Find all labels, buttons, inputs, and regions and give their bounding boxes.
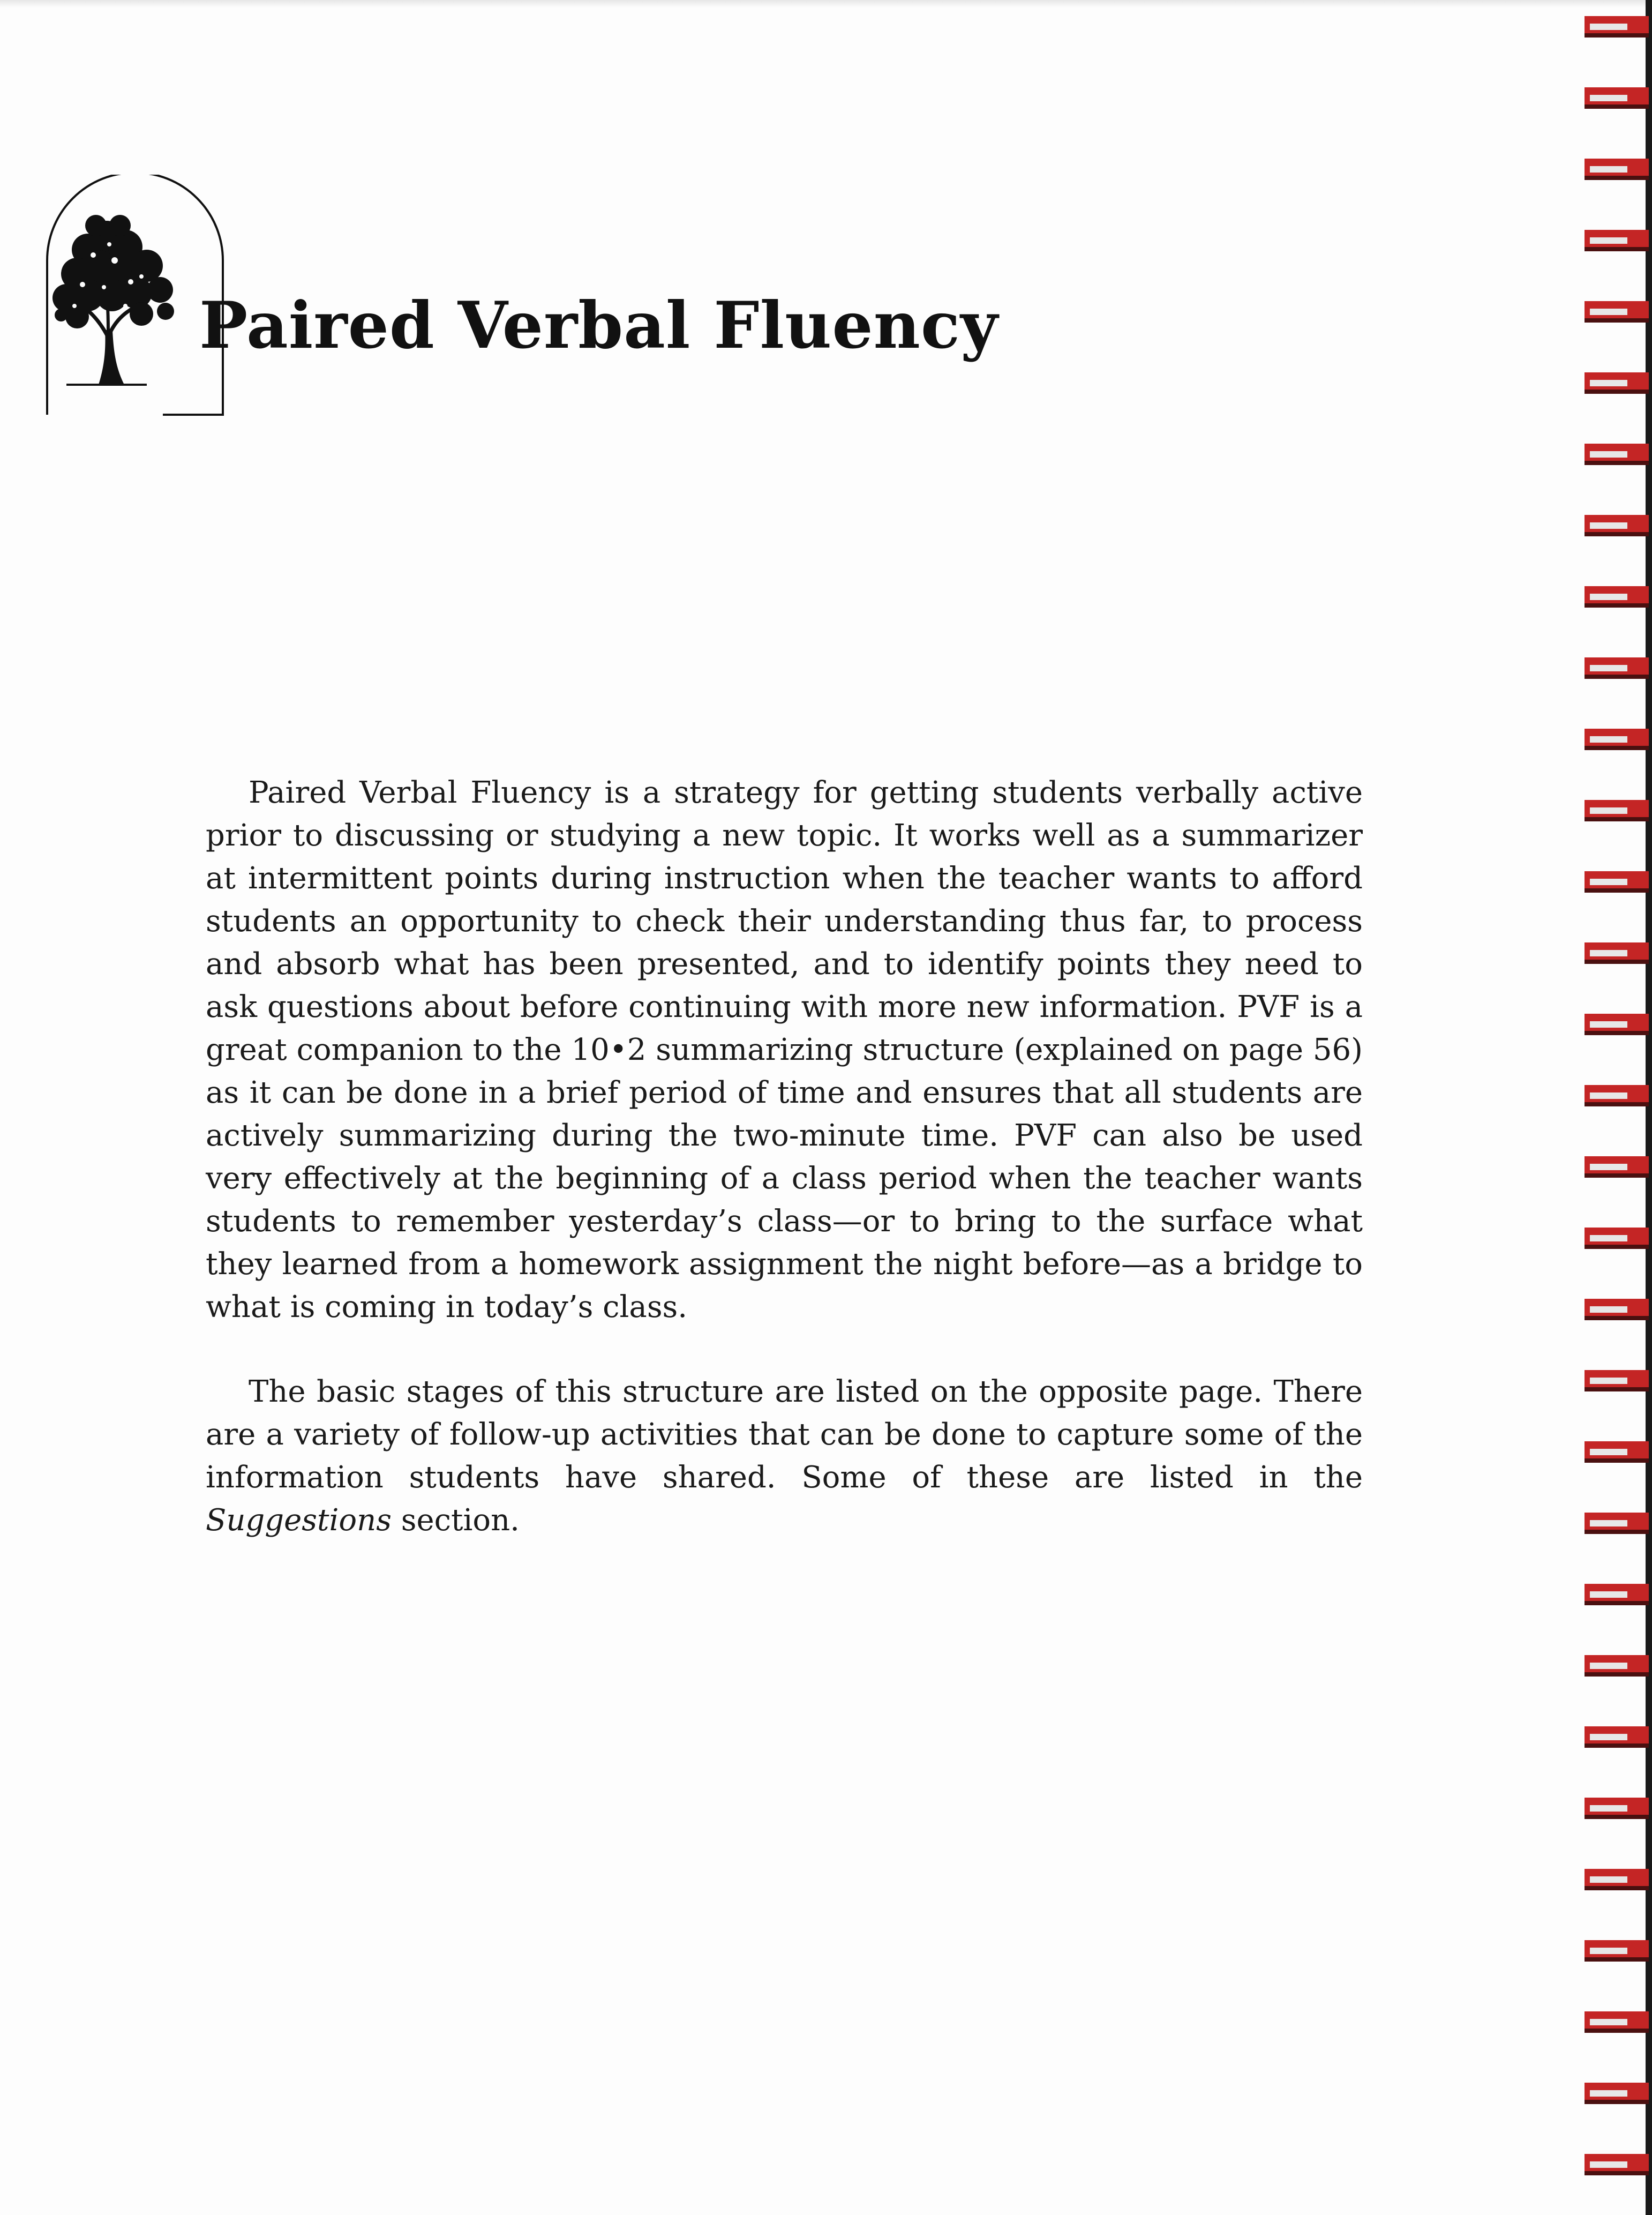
binding-coil (1585, 1940, 1649, 1962)
binding-coil (1585, 657, 1649, 679)
binding-coil (1585, 871, 1649, 893)
binding-coil (1585, 301, 1649, 323)
binding-coil (1585, 230, 1649, 251)
binding-coil (1585, 159, 1649, 180)
binding-coil (1585, 1869, 1649, 1890)
binding-coil (1585, 16, 1649, 38)
binding-coil (1585, 372, 1649, 394)
paragraph-stages-text: The basic stages of this structure are listed on the opposite page. There are a variety of follow-up activities that can be done to capture some of the information students have shared. Some of these are listed in the (206, 1374, 1363, 1495)
binding-coil (1585, 1798, 1649, 1819)
binding-coil (1585, 1726, 1649, 1748)
binding-coil (1585, 1156, 1649, 1178)
page-title: Paired Verbal Fluency (199, 288, 998, 363)
binding-coil (1585, 1299, 1649, 1320)
binding-coil (1585, 729, 1649, 750)
binding-coil (1585, 1655, 1649, 1677)
binding-coil (1585, 515, 1649, 536)
paragraph-intro: Paired Verbal Fluency is a strategy for getting students verbally active prior to discussing or studying a new topic. It works well as a summarizer at intermittent points during instruction when the teacher wants to afford students an opportunity to check their understanding thus far, to process and absorb what has been presented, and to identify points they need to ask questions about before continuing with more new information. PVF is a great companion to the 10•2 summarizing structure (explained on page 56) as it can be done in a brief period of time and ensures that all students are actively summarizing during the two-minute time. PVF can also be used very effectively at the beginning of a class period when the teacher wants students to remember yesterday’s class—or to bring to the surface what they learned from a homework assignment the night before—as a bridge to what is coming in today’s class. (206, 775, 1363, 1324)
spiral-binding (1572, 0, 1652, 2215)
binding-coil (1585, 1085, 1649, 1106)
paragraph-stages-end: section. (391, 1503, 520, 1538)
binding-coil (1585, 2011, 1649, 2033)
binding-coil (1585, 1228, 1649, 1249)
binding-coil (1585, 1370, 1649, 1391)
paragraph-stages (206, 1371, 1363, 1542)
tree-in-arch-icon (45, 175, 225, 417)
binding-coil (1585, 2154, 1649, 2175)
binding-coil (1585, 2083, 1649, 2104)
page-edge-shadow (0, 0, 1652, 8)
body-text (206, 772, 1363, 1584)
binding-coil (1585, 1513, 1649, 1534)
binding-coil (1585, 586, 1649, 608)
binding-coil (1585, 1584, 1649, 1605)
suggestions-reference: Suggestions (206, 1503, 392, 1538)
binding-coil (1585, 444, 1649, 465)
binding-coil (1585, 1441, 1649, 1463)
binding-coil (1585, 800, 1649, 821)
binding-coil (1585, 1014, 1649, 1035)
binding-coil (1585, 87, 1649, 109)
binding-coil (1585, 942, 1649, 964)
